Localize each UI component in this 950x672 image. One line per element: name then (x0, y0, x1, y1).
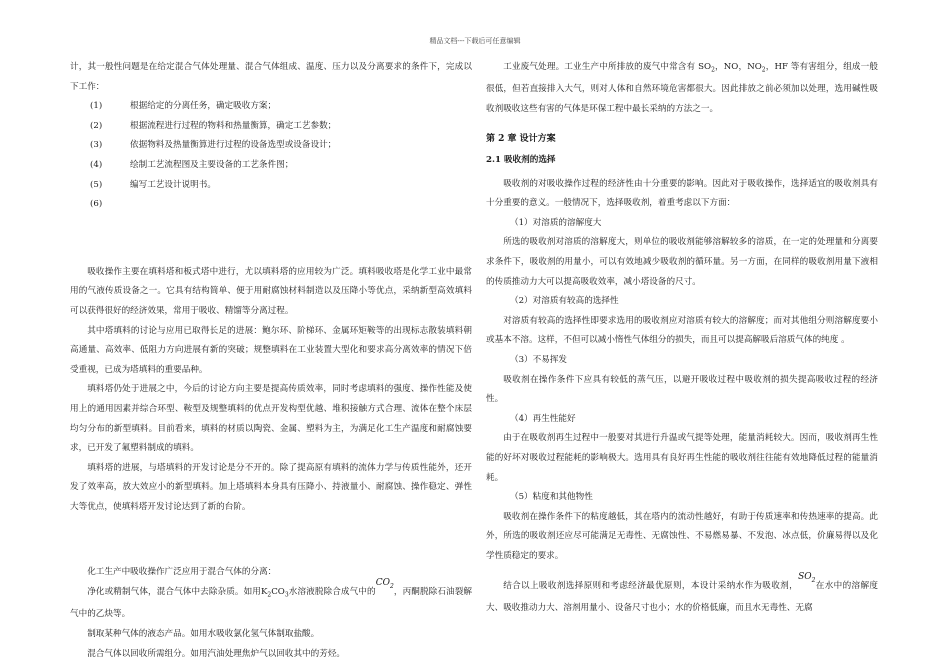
body-paragraph: 化工生产中吸收操作广泛应用于混合气体的分离： (87, 567, 277, 578)
body-paragraph: 吸收剂的对吸收操作过程的经济性由十分重要的影响。因此对于吸收操作，选择适宜的吸收剂具有十分重要的意义。一般情况下，选择吸收剂，着重考虑以下方面： (486, 178, 878, 209)
page-header: 精品文档---下载后可任意编辑 (429, 37, 521, 45)
list-item: (1) 根据给定的分离任务，确定吸收方案； (90, 101, 277, 112)
body-paragraph: 混合气体以回收所需组分。如用汽油处理焦炉气以回收其中的芳烃。 (87, 648, 346, 659)
body-paragraph: 其中塔填料的讨论与应用已取得长足的进展：鲍尔环、阶梯环、金属环矩鞍等的出现标志散装填料朝高通量、高效率、低阻力方向进展有新的突破；规整填料在工业装置大型化和要求高分离效率的情况下倍受重视，已成为塔填料的重要品种。 (70, 325, 472, 375)
subheading: （2）对溶质有较高的选择性 (510, 296, 619, 307)
body-paragraph: 对溶质有较高的选择性即要求选用的吸收剂应对溶质有较大的溶解度；而对其他组分则溶解度要小或基本不溶。这样，不但可以减小惰性气体组分的损失，而且可以提高解吸后溶质气体的纯度 。 (486, 315, 878, 346)
body-paragraph: 结合以上吸收剂选择原则和考虑经济最优原则，本设计采纳水作为吸收剂，$SO_2$在水中的溶解度大、吸收推动力大、溶剂用量小、设备尺寸也小；水的价格低廉，而且水无毒性、无腐 (486, 571, 878, 613)
body-paragraph: 填料塔的进展，与塔填料的开发讨论是分不开的。除了提高原有填料的流体力学与传质性能外，还开发了效率高，放大效应小的新型填料。加上塔填料本身具有压降小、持液量小、耐腐蚀、操作稳定、弹性大等优点，使填料塔开发讨论达到了新的台阶。 (70, 462, 472, 512)
right-column (486, 58, 878, 619)
body-paragraph: 工业废气处理。工业生产中所排放的废气中常含有 $SO_2$，NO，$NO_2$，HF 等有害组分，组成一般很低，但若直接排入大气，则对人体和自然环境危害都很大。因此排放之前必须加以处理，选用碱性吸收剂吸收这些有害的气体是环保工程中最长采纳的方法之一。 (486, 62, 878, 114)
body-paragraph: 吸收剂在操作条件下应具有较低的蒸气压，以避开吸收过程中吸收剂的损失提高吸收过程的经济性。 (486, 374, 878, 405)
subheading: （5）粘度和其他物性 (510, 492, 593, 503)
body-paragraph: 所选的吸收剂对溶质的溶解度大，则单位的吸收剂能够溶解较多的溶质，在一定的处理量和分离要求条件下，吸收剂的用量小，可以有效地减少吸收剂的循环量。另一方面，在同样的吸收剂用量下液相的传质推动力大可以提高吸收效率，减小塔设备的尺寸。 (486, 237, 878, 287)
body-paragraph: 制取某种气体的液态产品。如用水吸收氯化氢气体制取盐酸。 (87, 629, 320, 640)
body-paragraph: 填料塔仍处于进展之中，今后的讨论方向主要是提高传质效率，同时考虑填料的强度、操作性能及使用上的通用因素并综合环型、鞍型及规整填料的优点开发构型优越、堆积接触方式合理、流体在整个床层均匀分布的新型填料。目前看来，填料的材质以陶瓷、金属、塑料为主，为满足化工生产温度和耐腐蚀要求，已开发了氟塑料制成的填料。 (70, 384, 472, 454)
body-paragraph: 吸收操作主要在填料塔和板式塔中进行，尤以填料塔的应用较为广泛。填料吸收塔是化学工业中最常用的气液传质设备之一。它具有结构简单、便于用耐腐蚀材料制造以及压降小等优点，采纳新型高效填料可以获得很好的经济效果，常用于吸收、精馏等分离过程。 (70, 266, 472, 316)
subheading: （3）不易挥发 (510, 355, 568, 366)
task-list (70, 97, 472, 215)
chemical-formula: $CO_2$ (375, 578, 394, 590)
body-paragraph: 由于在吸收剂再生过程中一般要对其进行升温或气提等处理，能量消耗较大。因而，吸收剂再生性能的好坏对吸收过程能耗的影响极大。选用具有良好再生性能的吸收剂往往能有效地降低过程的能量消耗。 (486, 433, 878, 483)
body-paragraph: 净化或精制气体，混合气体中去除杂质。如用$K_2CO_3$水溶液脱除合成气中的$CO_2$，丙酮脱除石油裂解气中的乙炔等。 (70, 578, 472, 620)
intro-paragraph: 计，其一般性问题是在给定混合气体处理量、混合气体组成、温度、压力以及分离要求的条件下，完成以下工作： (70, 62, 472, 92)
chapter-heading: 第 2 章 设计方案 (486, 133, 556, 144)
body-paragraph: 吸收剂在操作条件下的粘度越低，其在塔内的流动性越好，有助于传质速率和传热速率的提高。此外，所选的吸收剂还应尽可能满足无毒性、无腐蚀性、不易燃易暴、不发泡、冰点低，价廉易得以及化学性质稳定的要求。 (486, 511, 878, 561)
chemical-formula: $SO_2$ (798, 571, 816, 584)
left-column (70, 58, 472, 664)
subheading: （4）再生性能好 (510, 413, 576, 424)
list-item: (6) (90, 199, 103, 210)
list-item: (3) 依据物料及热量衡算进行过程的设备选型或设备设计； (90, 140, 337, 151)
section-heading: 2.1 吸收剂的选择 (486, 155, 556, 166)
list-item: (4) 绘制工艺流程图及主要设备的工艺条件图； (90, 159, 294, 170)
subheading: （1）对溶质的溶解度大 (510, 217, 602, 228)
list-item: (2) 根据流程进行过程的物料和热量衡算，确定工艺参数； (90, 120, 337, 131)
list-item: (5) 编写工艺设计说明书。 (90, 179, 216, 190)
